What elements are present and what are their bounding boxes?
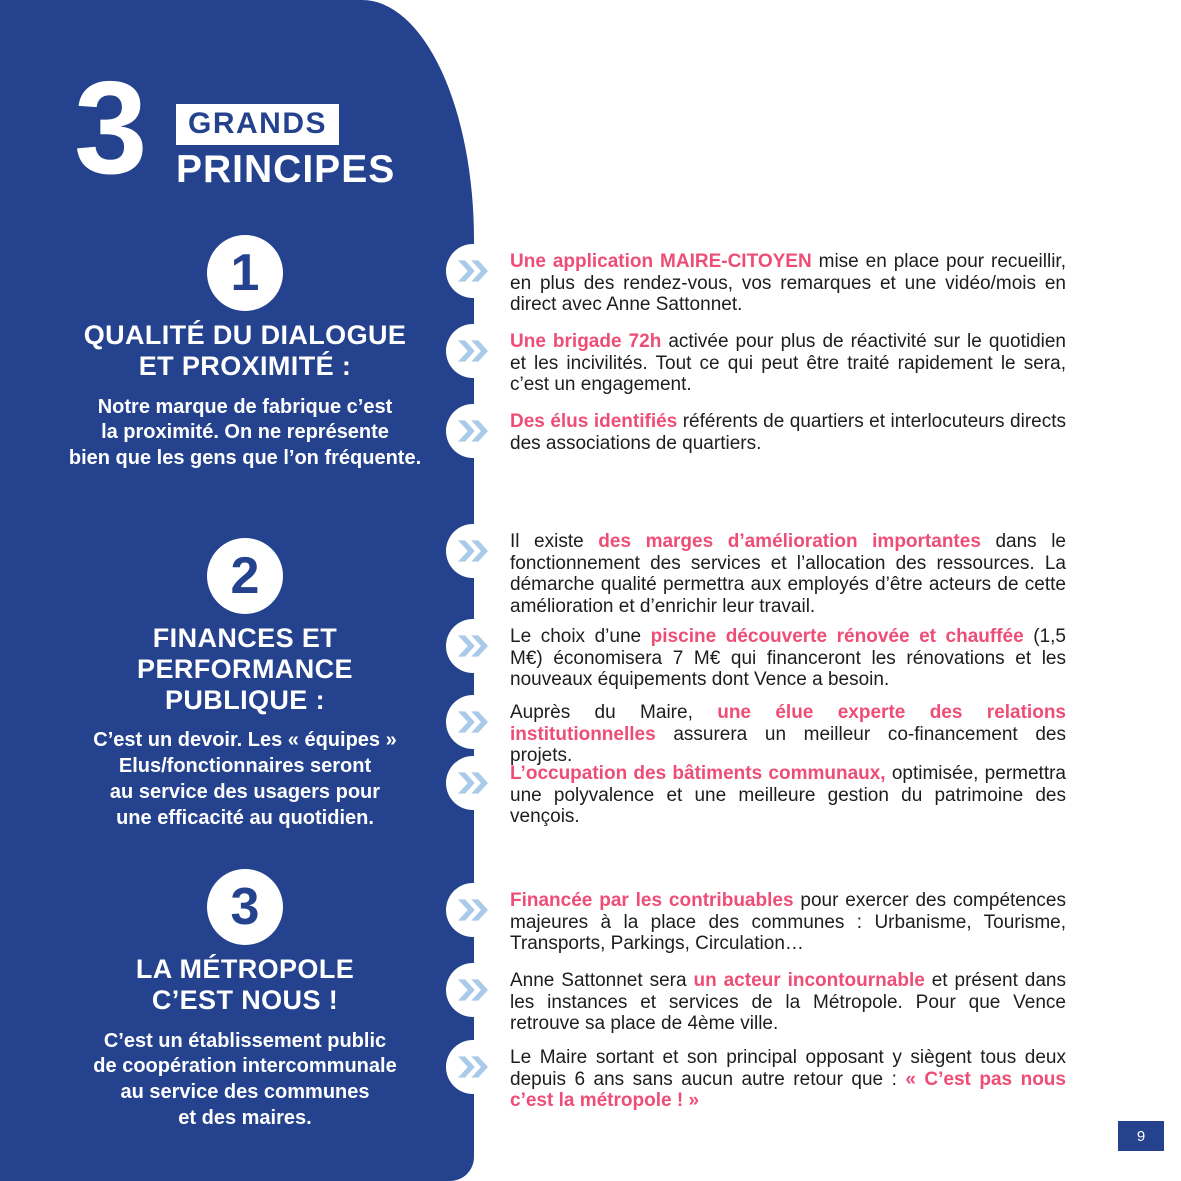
principle-number: 3 xyxy=(230,878,260,936)
bullet-item xyxy=(510,890,1066,955)
double-chevron-icon xyxy=(446,756,500,810)
bullet-item xyxy=(510,411,1066,454)
double-chevron-icon xyxy=(446,244,500,298)
bullet-item xyxy=(510,1047,1066,1112)
bullet-item xyxy=(510,970,1066,1035)
bullet-item xyxy=(510,626,1066,691)
principle-number-badge xyxy=(207,538,283,614)
principle-description: C’est un établissement public de coopération intercommunale au service des communes et des maires. xyxy=(93,1029,397,1129)
double-chevron-icon xyxy=(446,883,500,937)
principle-2 xyxy=(45,538,445,831)
header-label-principes: PRINCIPES xyxy=(176,148,396,191)
principle-title: FINANCES ET PERFORMANCE PUBLIQUE : xyxy=(137,623,353,715)
principle-title: QUALITÉ DU DIALOGUE ET PROXIMITÉ : xyxy=(83,320,407,381)
principle-number-badge xyxy=(207,869,283,945)
bullet-text: Le Maire sortant et son principal opposant y siègent tous deux depuis 6 ans sans aucun autre retour que : « C’est pas nous c’est la métropole ! » xyxy=(510,1047,1066,1111)
bullet-text: Le choix d’une piscine découverte rénovée et chauffée (1,5 M€) économisera 7 M€ qui financeront les rénovations et les nouveaux équipements dont Vence a besoin. xyxy=(510,626,1066,690)
principle-description: Notre marque de fabrique c’est la proximité. On ne représente bien que les gens que l’on fréquente. xyxy=(68,395,422,470)
bullet-text: Auprès du Maire, une élue experte des relations institutionnelles assurera un meilleur co-financement des projets. xyxy=(510,702,1066,766)
bullet-item xyxy=(510,251,1066,316)
double-chevron-icon xyxy=(446,404,500,458)
header-label-grands: GRANDS xyxy=(176,104,339,145)
principle-description: C’est un devoir. Les « équipes » Elus/fonctionnaires seront au service des usagers pour une efficacité au quotidien. xyxy=(93,729,397,829)
page-header xyxy=(176,104,395,192)
double-chevron-icon xyxy=(446,619,500,673)
page-number-badge: 9 xyxy=(1118,1121,1164,1151)
double-chevron-icon xyxy=(446,695,500,749)
double-chevron-icon xyxy=(446,963,500,1017)
bullet-item xyxy=(510,531,1066,617)
header-big-number: 3 xyxy=(74,54,146,201)
principle-number-badge xyxy=(207,235,283,311)
double-chevron-icon xyxy=(446,524,500,578)
bullet-item xyxy=(510,702,1066,767)
bullet-text: Anne Sattonnet sera un acteur incontournable et présent dans les instances et services de la Métropole. Pour que Vence retrouve sa place de 4ème ville. xyxy=(510,970,1066,1034)
bullet-item xyxy=(510,331,1066,396)
principle-number: 2 xyxy=(230,547,260,605)
double-chevron-icon xyxy=(446,324,500,378)
principle-title: LA MÉTROPOLE C’EST NOUS ! xyxy=(135,954,355,1015)
principle-number: 1 xyxy=(230,244,260,302)
double-chevron-icon xyxy=(446,1040,500,1094)
bullet-text: Financée par les contribuables pour exercer des compétences majeures à la place des communes : Urbanisme, Tourisme, Transports, Parkings, Circulation… xyxy=(510,890,1066,954)
bullet-text: L’occupation des bâtiments communaux, optimisée, permettra une polyvalence et une meilleure gestion du patrimoine des vençois. xyxy=(510,763,1066,827)
bullet-text: Une brigade 72h activée pour plus de réactivité sur le quotidien et les incivilités. Tout ce qui peut être traité rapidement le sera, c’est un engagement. xyxy=(510,331,1066,395)
bullet-text: Il existe des marges d’amélioration importantes dans le fonctionnement des services et l’allocation des ressources. La démarche qualité permettra aux employés d’être acteurs de cette amélioration et d’enrichir leur travail. xyxy=(510,531,1067,617)
bullet-text: Des élus identifiés référents de quartiers et interlocuteurs directs des associations de quartiers. xyxy=(510,411,1066,454)
bullet-text: Une application MAIRE-CITOYEN mise en place pour recueillir, en plus des rendez-vous, vos remarques et une vidéo/mois en direct avec Anne Sattonnet. xyxy=(510,251,1066,315)
bullet-item xyxy=(510,763,1066,828)
principle-3 xyxy=(45,869,445,1132)
principle-1 xyxy=(45,235,445,472)
